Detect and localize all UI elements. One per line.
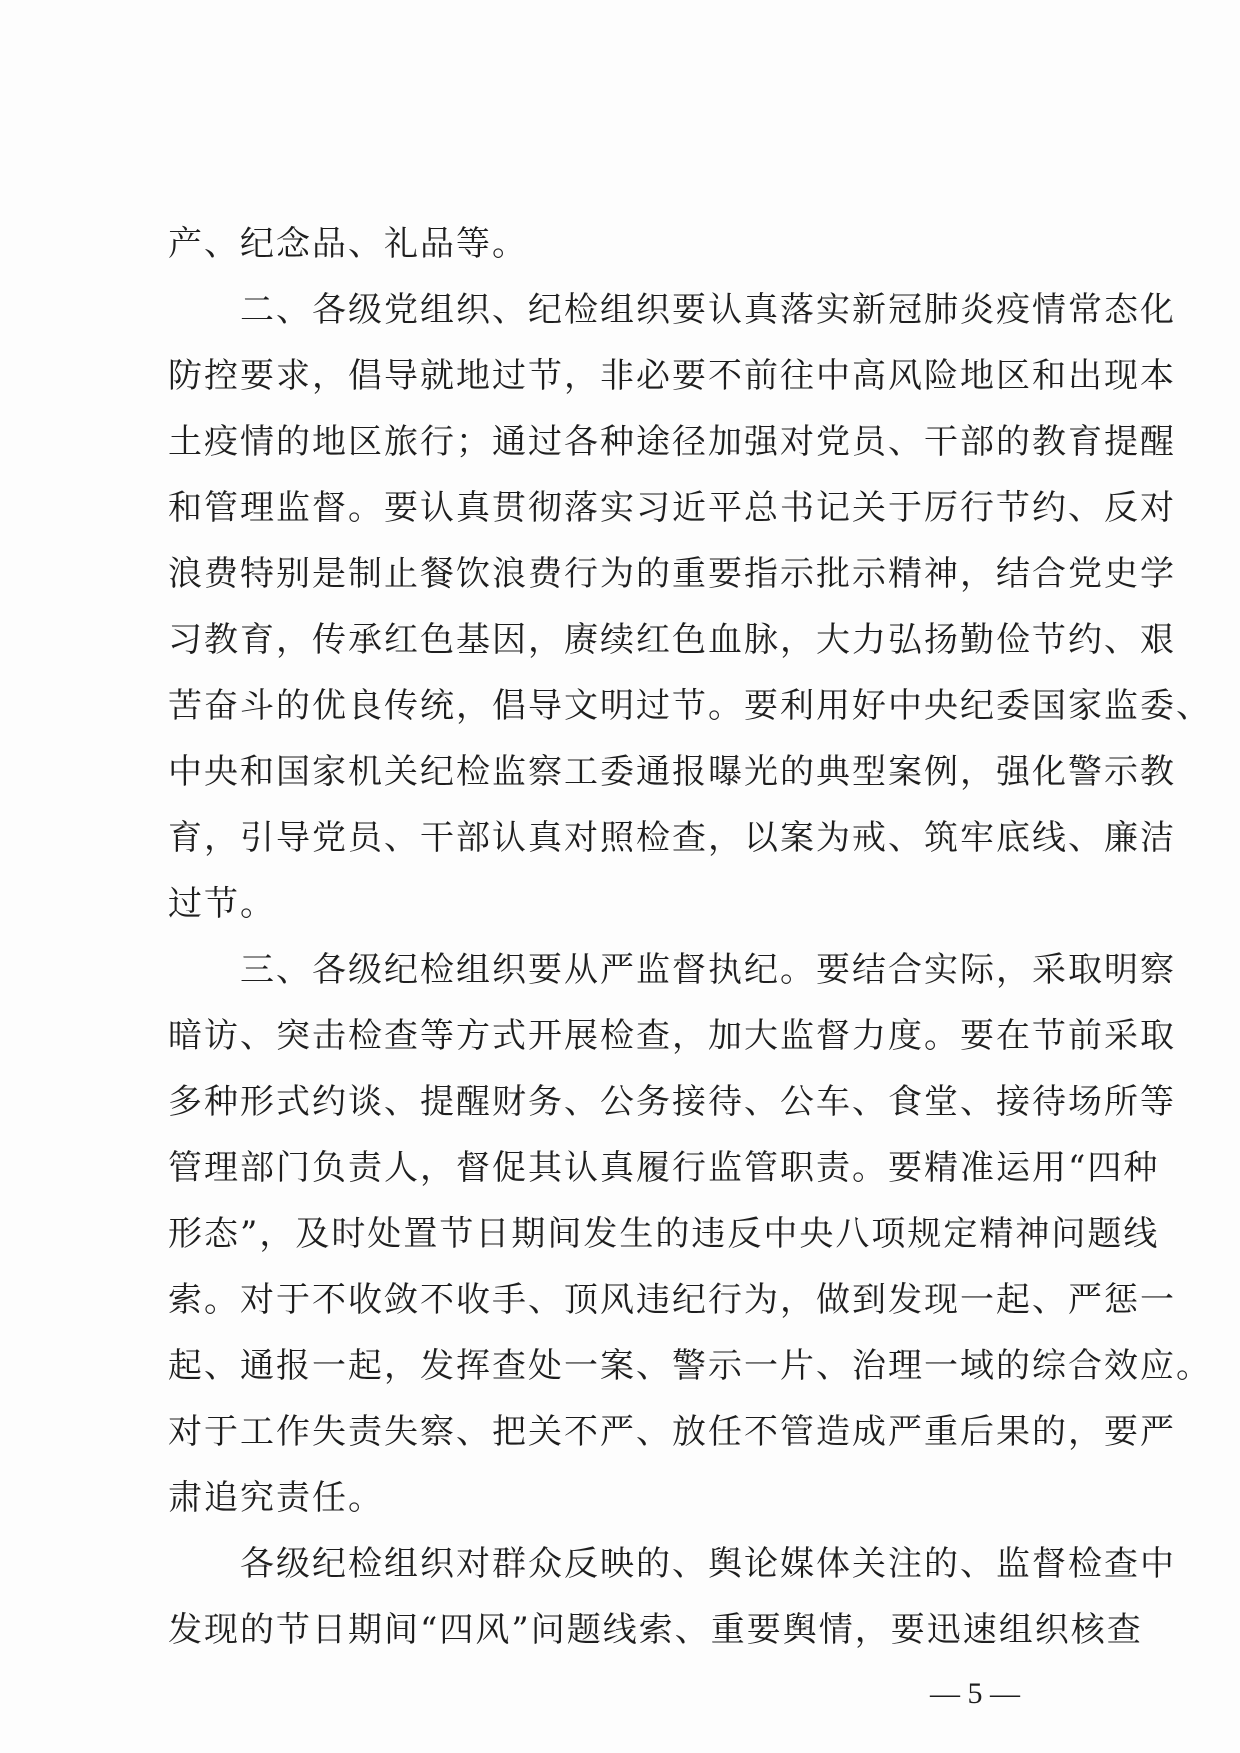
text-line-15: 管理部门负责人，督促其认真履行监管职责。要精准运用“四种 <box>168 1148 1160 1188</box>
text-line-2: 二、各级党组织、纪检组织要认真落实新冠肺炎疫情常态化 <box>240 290 1176 330</box>
text-line-22: 发现的节日期间“四风”问题线索、重要舆情，要迅速组织核查 <box>168 1610 1143 1650</box>
text-line-9: 中央和国家机关纪检监察工委通报曝光的典型案例，强化警示教 <box>168 752 1176 792</box>
text-line-1: 产、纪念品、礼品等。 <box>168 224 528 264</box>
text-line-7: 习教育，传承红色基因，赓续红色血脉，大力弘扬勤俭节约、艰 <box>168 620 1176 660</box>
text-line-19: 对于工作失责失察、把关不严、放任不管造成严重后果的，要严 <box>168 1412 1176 1452</box>
text-line-16: 形态”，及时处置节日期间发生的违反中央八项规定精神问题线 <box>168 1214 1160 1254</box>
text-line-13: 暗访、突击检查等方式开展检查，加大监督力度。要在节前采取 <box>168 1016 1176 1056</box>
text-line-4: 土疫情的地区旅行；通过各种途径加强对党员、干部的教育提醒 <box>168 422 1176 462</box>
text-line-20: 肃追究责任。 <box>168 1478 384 1518</box>
text-line-21: 各级纪检组织对群众反映的、舆论媒体关注的、监督检查中 <box>240 1544 1176 1584</box>
text-line-17: 索。对于不收敛不收手、顶风违纪行为，做到发现一起、严惩一 <box>168 1280 1176 1320</box>
text-line-12: 三、各级纪检组织要从严监督执纪。要结合实际，采取明察 <box>240 950 1176 990</box>
text-line-10: 育，引导党员、干部认真对照检查，以案为戒、筑牢底线、廉洁 <box>168 818 1176 858</box>
text-line-3: 防控要求，倡导就地过节，非必要不前往中高风险地区和出现本 <box>168 356 1176 396</box>
text-line-14: 多种形式约谈、提醒财务、公务接待、公车、食堂、接待场所等 <box>168 1082 1176 1122</box>
text-line-5: 和管理监督。要认真贯彻落实习近平总书记关于厉行节约、反对 <box>168 488 1176 528</box>
page-number: — 5 — <box>930 1677 1020 1710</box>
text-line-18: 起、通报一起，发挥查处一案、警示一片、治理一域的综合效应。 <box>168 1346 1212 1386</box>
text-line-8: 苦奋斗的优良传统，倡导文明过节。要利用好中央纪委国家监委、 <box>168 686 1212 726</box>
text-line-11: 过节。 <box>168 884 276 924</box>
text-line-6: 浪费特别是制止餐饮浪费行为的重要指示批示精神，结合党史学 <box>168 554 1176 594</box>
